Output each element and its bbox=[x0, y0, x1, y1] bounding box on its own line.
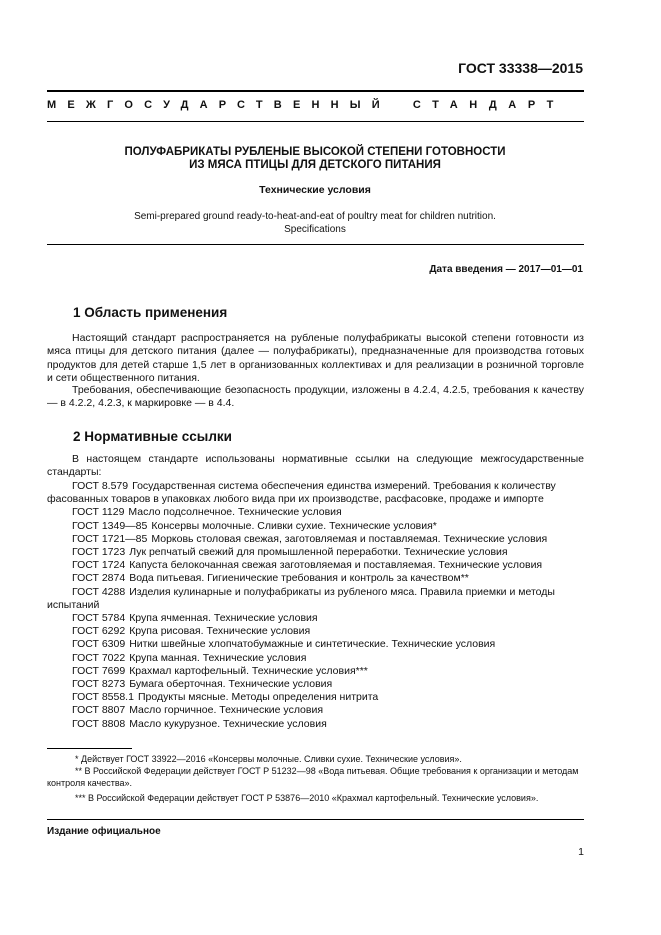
reference-code: ГОСТ 6309 bbox=[72, 638, 126, 651]
document-subtitle: Технические условия bbox=[259, 184, 371, 196]
reference-title: Масло горчичное. Технические условия bbox=[129, 704, 324, 717]
reference-code: ГОСТ 1723 bbox=[72, 546, 126, 559]
reference-code: ГОСТ 1129 bbox=[72, 506, 125, 519]
reference-code: ГОСТ 4288 bbox=[72, 585, 126, 598]
reference-code: ГОСТ 1724 bbox=[72, 559, 126, 572]
header-rule-bottom bbox=[47, 121, 584, 122]
reference-title: Масло кукурузное. Технические условия bbox=[129, 717, 327, 730]
reference-code: ГОСТ 8558.1 bbox=[72, 691, 134, 704]
interstate-standard-banner bbox=[47, 99, 587, 111]
title-line-2: ИЗ МЯСА ПТИЦЫ ДЛЯ ДЕТСКОГО ПИТАНИЯ bbox=[189, 159, 441, 171]
reference-item bbox=[47, 533, 584, 546]
references-list bbox=[47, 480, 584, 731]
section-1-paragraph-2: Требования, обеспечивающие безопасность продукции, изложены в 4.2.4, 4.2.5, требования к качеству — в 4.2.2, 4.2.3, к маркировке — в 4.4. bbox=[47, 384, 584, 410]
reference-code: ГОСТ 8.579 bbox=[72, 480, 129, 492]
section-2-intro: В настоящем стандарте использованы нормативные ссылки на следующие межгосударственные стандарты: bbox=[47, 453, 584, 479]
reference-code: ГОСТ 8273 bbox=[72, 678, 126, 691]
reference-title: Капуста белокочанная свежая заготовляемая и поставляемая. Технические условия bbox=[129, 559, 543, 572]
reference-item bbox=[47, 520, 584, 533]
footnote: * Действует ГОСТ 33922—2016 «Консервы молочные. Сливки сухие. Технические условия». bbox=[75, 754, 462, 764]
title-rule bbox=[47, 244, 584, 245]
gost-number: ГОСТ 33338—2015 bbox=[458, 60, 583, 76]
section-1-heading: 1 Область применения bbox=[73, 305, 228, 320]
reference-item bbox=[47, 704, 584, 717]
reference-title: Крупа манная. Технические условия bbox=[129, 651, 307, 664]
reference-code: ГОСТ 7699 bbox=[72, 664, 126, 677]
reference-title: Крупа ячменная. Технические условия bbox=[129, 612, 318, 625]
interstate-word: МЕЖГОСУДАРСТВЕННЫЙ bbox=[47, 99, 391, 111]
reference-item bbox=[47, 652, 584, 665]
reference-title: Морковь столовая свежая, заготовляемая и поставляемая. Технические условия bbox=[151, 532, 548, 545]
document-title bbox=[60, 146, 570, 172]
reference-title: Лук репчатый свежий для промышленной переработки. Технические условия bbox=[129, 546, 508, 559]
footnote: *** В Российской Федерации действует ГОСТ Р 53876—2010 «Крахмал картофельный. Технические условия». bbox=[75, 793, 539, 803]
section-1-paragraph-1: Настоящий стандарт распространяется на рубленые полуфабрикаты высокой степени готовности из мяса птицы для детского питания (далее — полуфабрикаты), предназначенные для производства готовых продуктов для детей старше 1,5 лет в организованных коллективах и для реализации в розничной торговле и сети общественного питания. bbox=[47, 332, 584, 384]
footnote-separator bbox=[47, 748, 132, 749]
reference-title: Изделия кулинарные и полуфабрикаты из рубленого мяса. Правила приемки и методы испытаний bbox=[47, 585, 555, 611]
reference-title: Продукты мясные. Методы определения нитрита bbox=[137, 691, 379, 704]
section-2-heading: 2 Нормативные ссылки bbox=[73, 429, 232, 444]
reference-code: ГОСТ 1721—85 bbox=[72, 532, 148, 545]
reference-item bbox=[47, 691, 584, 704]
reference-item bbox=[47, 559, 584, 572]
title-line-1: ПОЛУФАБРИКАТЫ РУБЛЕНЫЕ ВЫСОКОЙ СТЕПЕНИ ГОТОВНОСТИ bbox=[124, 146, 506, 158]
reference-code: ГОСТ 5784 bbox=[72, 612, 126, 625]
reference-item bbox=[47, 718, 584, 731]
english-title-line-2: Specifications bbox=[284, 224, 346, 235]
reference-item bbox=[47, 638, 584, 651]
reference-item bbox=[47, 612, 584, 625]
reference-item bbox=[47, 665, 584, 678]
footnotes bbox=[47, 753, 584, 804]
reference-code: ГОСТ 7022 bbox=[72, 651, 126, 664]
english-title bbox=[60, 210, 570, 236]
reference-item bbox=[47, 480, 584, 506]
reference-title: Вода питьевая. Гигиенические требования и контроль за качеством** bbox=[129, 572, 469, 585]
reference-item bbox=[47, 546, 584, 559]
reference-code: ГОСТ 8808 bbox=[72, 717, 126, 730]
reference-title: Масло подсолнечное. Технические условия bbox=[128, 506, 342, 519]
reference-code: ГОСТ 6292 bbox=[72, 625, 126, 638]
introduction-date: Дата введения — 2017—01—01 bbox=[429, 264, 583, 275]
footer-rule bbox=[47, 819, 584, 820]
official-edition-label: Издание официальное bbox=[47, 826, 161, 837]
reference-code: ГОСТ 1349—85 bbox=[72, 519, 148, 532]
reference-title: Государственная система обеспечения единства измерений. Требования к количеству фасованных товаров в упаковках любого вида при их производстве, расфасовке, продаже и импорте bbox=[47, 480, 556, 506]
reference-item bbox=[47, 572, 584, 585]
english-title-line-1: Semi-prepared ground ready-to-heat-and-eat of poultry meat for children nutrition. bbox=[134, 211, 496, 222]
reference-title: Крахмал картофельный. Технические условия*** bbox=[129, 664, 368, 677]
reference-code: ГОСТ 8807 bbox=[72, 704, 126, 717]
reference-title: Консервы молочные. Сливки сухие. Технические условия* bbox=[151, 519, 437, 532]
reference-item bbox=[47, 678, 584, 691]
page-number: 1 bbox=[578, 846, 584, 858]
reference-code: ГОСТ 2874 bbox=[72, 572, 126, 585]
header-rule-top bbox=[47, 90, 584, 92]
reference-title: Нитки швейные хлопчатобумажные и синтетические. Технические условия bbox=[129, 638, 496, 651]
standard-word: СТАНДАРТ bbox=[412, 99, 565, 111]
reference-item bbox=[47, 625, 584, 638]
reference-title: Бумага оберточная. Технические условия bbox=[129, 678, 333, 691]
reference-title: Крупа рисовая. Технические условия bbox=[129, 625, 311, 638]
footnote: ** В Российской Федерации действует ГОСТ Р 51232—98 «Вода питьевая. Общие требования к организации и методам контроля качества». bbox=[47, 766, 579, 788]
reference-item bbox=[47, 506, 584, 519]
reference-item bbox=[47, 586, 584, 612]
